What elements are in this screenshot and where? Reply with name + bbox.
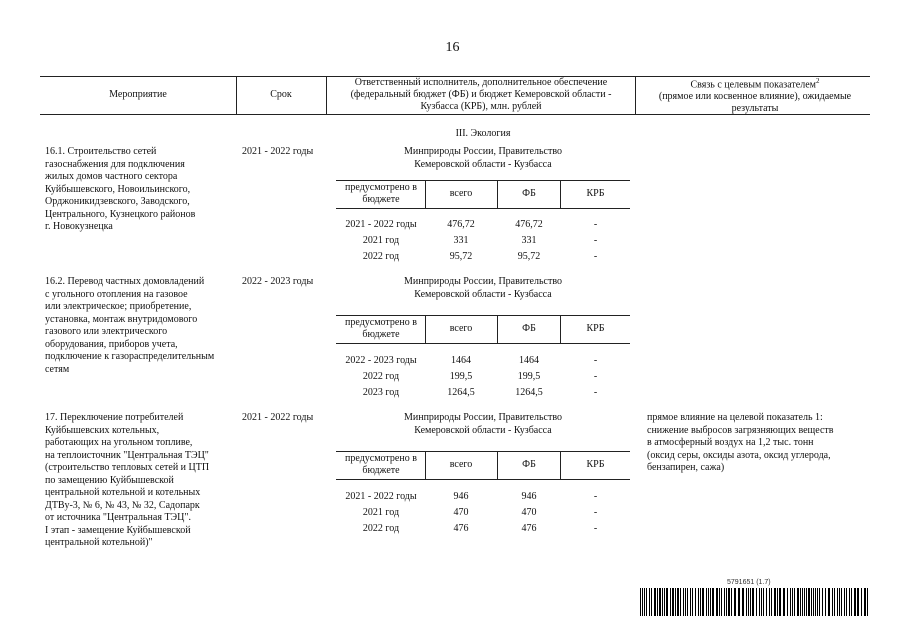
barcode-bar — [654, 588, 656, 616]
barcode-bar — [666, 588, 668, 616]
barcode-bar — [819, 588, 820, 616]
budget-krb: - — [593, 355, 598, 366]
barcode-bar — [802, 588, 803, 616]
header-result-title: Связь с целевым показателем — [690, 79, 816, 91]
barcode-bar — [771, 588, 772, 616]
measure-text: 17. Переключение потребителей Куйбышевских котельных, работающих на угольном топливе, на теплоисточник "Центральная ТЭЦ" (строительство тепловых сетей и ЦТП по замещению Куйбышевской центральной котельной и котельных ДТВу-3, № 6, № 43, № 32, Садопарк от источника "Центральная ТЭЦ". I этап - замещение Куйбышевской центральной котельной)" — [45, 412, 210, 548]
barcode-number: 5791651 (1.7) — [727, 579, 771, 586]
barcode-bar — [790, 588, 791, 616]
barcode-bar — [695, 588, 696, 616]
budget-label: предусмотрено в бюджете — [345, 317, 417, 340]
barcode-bar — [670, 588, 671, 616]
barcode-bar — [841, 588, 842, 616]
barcode-bar — [766, 588, 767, 616]
budget-total: 476,72 — [447, 219, 475, 230]
header-divider — [635, 76, 636, 115]
barcode-bar — [742, 588, 744, 616]
barcode-bar — [662, 588, 663, 616]
barcode-bar — [828, 588, 830, 616]
barcode-bar — [750, 588, 751, 616]
barcode-bar — [844, 588, 845, 616]
barcode-bar — [834, 588, 835, 616]
barcode-bar — [787, 588, 788, 616]
barcode-bar — [779, 588, 781, 616]
barcode-bar — [792, 588, 793, 616]
barcode-bar — [846, 588, 847, 616]
executor-text: Минприроды России, Правительство Кемеровской области - Кузбасса — [403, 146, 562, 170]
barcode-bar — [756, 588, 757, 616]
barcode-bar — [825, 588, 826, 616]
budget-period: 2021 год — [362, 507, 400, 518]
budget-total: 95,72 — [449, 251, 473, 262]
budget-period: 2022 год — [362, 523, 400, 534]
budget-krb: - — [593, 235, 598, 246]
budget-period: 2022 год — [362, 251, 400, 262]
barcode-bar — [769, 588, 770, 616]
term-text: 2022 - 2023 годы — [242, 276, 314, 287]
budget-fb: 95,72 — [517, 251, 541, 262]
barcode-bar — [837, 588, 838, 616]
header-term-label: Срок — [270, 89, 292, 100]
term-text: 2021 - 2022 годы — [242, 412, 314, 423]
budget-header-top-rule — [336, 180, 630, 181]
barcode-bar — [761, 588, 762, 616]
budget-fb: 1464 — [519, 355, 539, 366]
executor-text: Минприроды России, Правительство Кемеровской области - Кузбасса — [403, 276, 562, 300]
barcode-bar — [719, 588, 720, 616]
barcode-bar — [849, 588, 850, 616]
barcode-bar — [687, 588, 688, 616]
barcode-bar — [724, 588, 725, 616]
barcode-bar — [672, 588, 674, 616]
barcode-bar — [808, 588, 810, 616]
header-executor-label: Ответственный исполнитель, дополнительное обеспечение (федеральный бюджет (ФБ) и бюджет Кемеровской области - Кузбасса (КРБ), млн. рублей — [350, 77, 612, 112]
budget-header-top-rule — [336, 315, 630, 316]
barcode-bar — [685, 588, 686, 616]
barcode-bar — [851, 588, 852, 616]
header-executor — [332, 76, 630, 114]
barcode-bar — [813, 588, 814, 616]
barcode-bar — [716, 588, 718, 616]
section-title: III. Экология — [455, 128, 511, 139]
barcode-bar — [804, 588, 805, 616]
budget-total: 1264,5 — [447, 387, 475, 398]
barcode-bar — [774, 588, 776, 616]
budget-header-top-rule — [336, 451, 630, 452]
budget-krb: - — [593, 523, 598, 534]
budget-total-header: всего — [449, 459, 473, 470]
barcode-bar — [864, 588, 866, 616]
budget-total: 476 — [453, 523, 469, 534]
budget-fb: 199,5 — [517, 371, 541, 382]
barcode-bar — [698, 588, 699, 616]
budget-header-bottom-rule — [336, 479, 630, 480]
barcode-bar — [708, 588, 709, 616]
budget-fb-header: ФБ — [522, 188, 536, 199]
barcode-bar — [783, 588, 785, 616]
barcode-bar — [706, 588, 707, 616]
budget-total: 946 — [453, 491, 469, 502]
barcode-bar — [800, 588, 801, 616]
result-text: прямое влияние на целевой показатель 1: снижение выбросов загрязняющих веществ в атмосферный воздух на 1,2 тыс. тонн (оксид серы, оксиды азота, оксид углерода, бензапирен, сажа) — [647, 412, 834, 473]
budget-krb: - — [593, 371, 598, 382]
barcode-bar — [806, 588, 807, 616]
budget-total: 1464 — [451, 355, 471, 366]
budget-krb-header: КРБ — [586, 459, 605, 470]
header-divider — [326, 76, 327, 115]
header-result-subtitle: (прямое или косвенное влияние), ожидаемые результаты — [658, 91, 852, 115]
budget-period: 2022 - 2023 годы — [345, 355, 417, 366]
barcode-bar — [646, 588, 647, 616]
measure-text: 16.1. Строительство сетей газоснабжения для подключения жилых домов частного сектора Куйбышевского, Новоильинского, Орджоникидзевского, Заводского, Центрального, Кузнецкого районов г. Новокузнецка — [45, 146, 196, 232]
barcode-bar — [777, 588, 778, 616]
barcode-bar — [712, 588, 714, 616]
header-result — [640, 76, 870, 114]
budget-fb: 470 — [521, 507, 537, 518]
budget-period: 2021 год — [362, 235, 400, 246]
barcode-bar — [822, 588, 823, 616]
barcode-bar — [702, 588, 704, 616]
barcode-bar — [700, 588, 701, 616]
barcode-bar — [734, 588, 736, 616]
executor-text: Минприроды России, Правительство Кемеровской области - Кузбасса — [403, 412, 562, 436]
barcode-bar — [815, 588, 816, 616]
barcode-bar — [710, 588, 711, 616]
footnote-marker: 2 — [816, 76, 820, 85]
barcode-bar — [867, 588, 868, 616]
barcode-bar — [759, 588, 760, 616]
page-number: 16 — [445, 40, 460, 55]
barcode — [640, 588, 870, 616]
budget-fb: 331 — [521, 235, 537, 246]
barcode-bar — [811, 588, 812, 616]
budget-fb: 1264,5 — [515, 387, 543, 398]
budget-total: 199,5 — [449, 371, 473, 382]
barcode-bar — [721, 588, 722, 616]
barcode-bar — [817, 588, 818, 616]
budget-fb: 476 — [521, 523, 537, 534]
barcode-bar — [664, 588, 665, 616]
barcode-bar — [649, 588, 650, 616]
budget-period: 2023 год — [362, 387, 400, 398]
barcode-bar — [861, 588, 862, 616]
barcode-bar — [726, 588, 727, 616]
budget-header-bottom-rule — [336, 343, 630, 344]
barcode-bar — [738, 588, 740, 616]
budget-period: 2021 - 2022 годы — [345, 219, 417, 230]
barcode-bar — [794, 588, 795, 616]
measure-text: 16.2. Перевод частных домовладений с угольного отопления на газовое или электрическое; приобретение, установка, монтаж внутридомового газового или электрического оборудования, приборов учета, подключение к газораспределительным сетям — [45, 276, 215, 375]
budget-total-header: всего — [449, 323, 473, 334]
barcode-bar — [748, 588, 749, 616]
budget-fb-header: ФБ — [522, 323, 536, 334]
barcode-bar — [657, 588, 658, 616]
budget-krb-header: КРБ — [586, 188, 605, 199]
barcode-bar — [752, 588, 754, 616]
barcode-bar — [839, 588, 840, 616]
barcode-bar — [857, 588, 859, 616]
barcode-bar — [690, 588, 691, 616]
budget-total-header: всего — [449, 188, 473, 199]
barcode-bar — [651, 588, 652, 616]
budget-header-bottom-rule — [336, 208, 630, 209]
barcode-bar — [675, 588, 676, 616]
barcode-bar — [677, 588, 679, 616]
budget-krb: - — [593, 491, 598, 502]
budget-period: 2022 год — [362, 371, 400, 382]
barcode-bar — [680, 588, 681, 616]
budget-total: 470 — [453, 507, 469, 518]
header-term — [236, 76, 326, 114]
budget-krb: - — [593, 507, 598, 518]
budget-fb: 476,72 — [515, 219, 543, 230]
budget-fb-header: ФБ — [522, 459, 536, 470]
barcode-bar — [763, 588, 764, 616]
budget-krb: - — [593, 387, 598, 398]
budget-label: предусмотрено в бюджете — [345, 453, 417, 476]
budget-fb: 946 — [521, 491, 537, 502]
barcode-bar — [728, 588, 730, 616]
barcode-bar — [797, 588, 799, 616]
barcode-bar — [854, 588, 856, 616]
budget-krb: - — [593, 251, 598, 262]
barcode-bar — [683, 588, 684, 616]
barcode-bar — [746, 588, 747, 616]
barcode-bar — [659, 588, 661, 616]
barcode-bar — [644, 588, 645, 616]
barcode-bar — [692, 588, 693, 616]
budget-krb-header: КРБ — [586, 323, 605, 334]
budget-label: предусмотрено в бюджете — [345, 182, 417, 205]
barcode-bar — [640, 588, 641, 616]
budget-total: 331 — [453, 235, 469, 246]
header-measure — [40, 76, 236, 114]
term-text: 2021 - 2022 годы — [242, 146, 314, 157]
budget-period: 2021 - 2022 годы — [345, 491, 417, 502]
header-measure-label: Мероприятие — [109, 89, 167, 100]
header-result-label — [640, 75, 870, 115]
barcode-bar — [642, 588, 643, 616]
barcode-bar — [832, 588, 833, 616]
barcode-bar — [731, 588, 732, 616]
budget-krb: - — [593, 219, 598, 230]
